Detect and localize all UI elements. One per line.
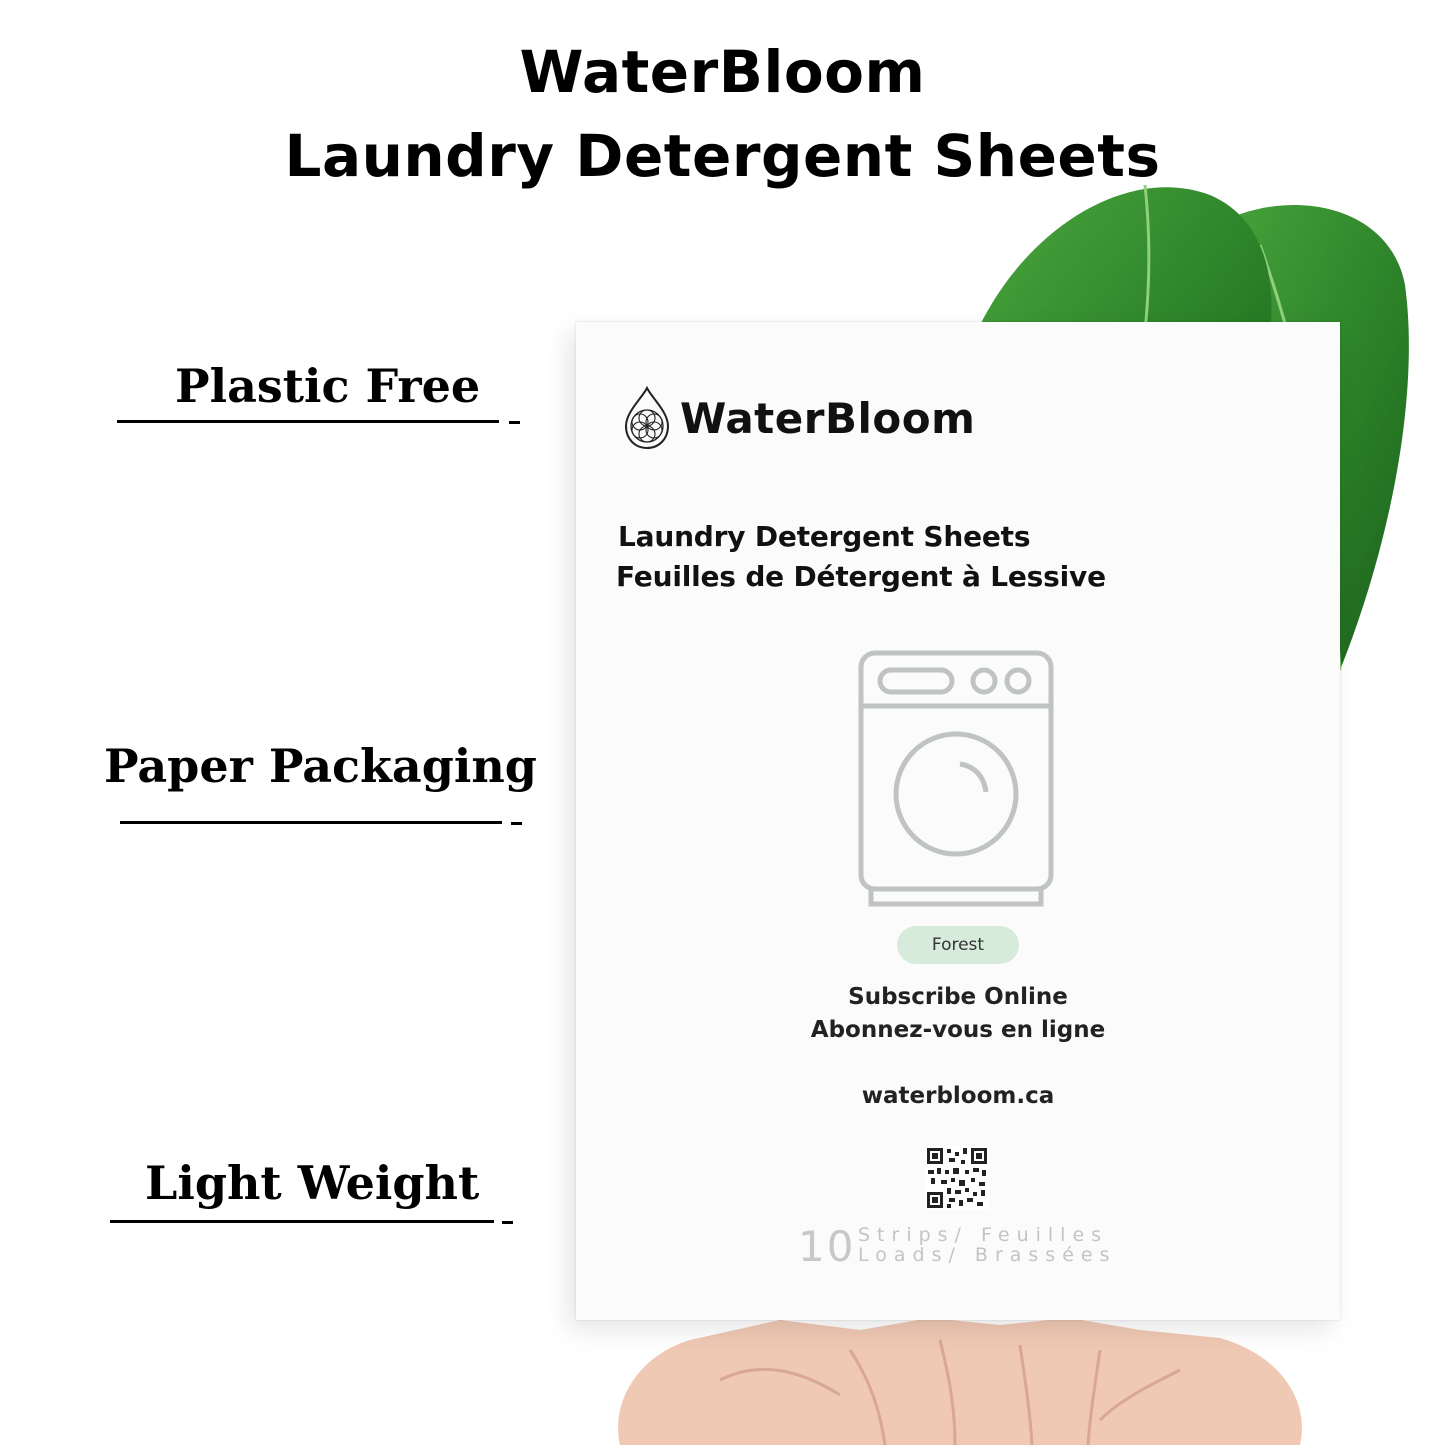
website-url: waterbloom.ca (861, 1083, 1055, 1109)
subscribe-en: Subscribe Online (848, 984, 1068, 1010)
feature-paper-packaging: Paper Packaging (104, 739, 537, 793)
feature-dash (502, 1221, 513, 1224)
feature-underline (117, 420, 499, 423)
feature-dash (509, 421, 520, 424)
package-title-fr: Feuilles de Détergent à Lessive (616, 560, 1106, 593)
headline-product: Laundry Detergent Sheets (284, 122, 1161, 190)
sheet-count: 10 (798, 1222, 856, 1271)
feature-plastic-free: Plastic Free (175, 359, 481, 413)
hands-illustration (600, 1300, 1310, 1445)
product-package (576, 322, 1340, 1320)
headline-brand: WaterBloom (519, 38, 926, 106)
subscribe-fr: Abonnez-vous en ligne (810, 1017, 1106, 1043)
package-brand (620, 386, 975, 450)
washing-machine-icon (856, 648, 1056, 910)
feature-underline (110, 1220, 494, 1223)
package-title-en: Laundry Detergent Sheets (618, 520, 1031, 553)
feature-underline (120, 821, 502, 824)
scent-badge: Forest (897, 926, 1019, 964)
package-brand-name: WaterBloom (680, 393, 976, 443)
feature-light-weight: Light Weight (145, 1156, 480, 1210)
qr-code (925, 1146, 989, 1210)
feature-dash (511, 822, 522, 825)
count-unit-strips: Strips/ Feuilles (858, 1224, 1109, 1246)
lotus-logo-icon (620, 386, 674, 450)
count-unit-loads: Loads/ Brassées (858, 1244, 1117, 1266)
